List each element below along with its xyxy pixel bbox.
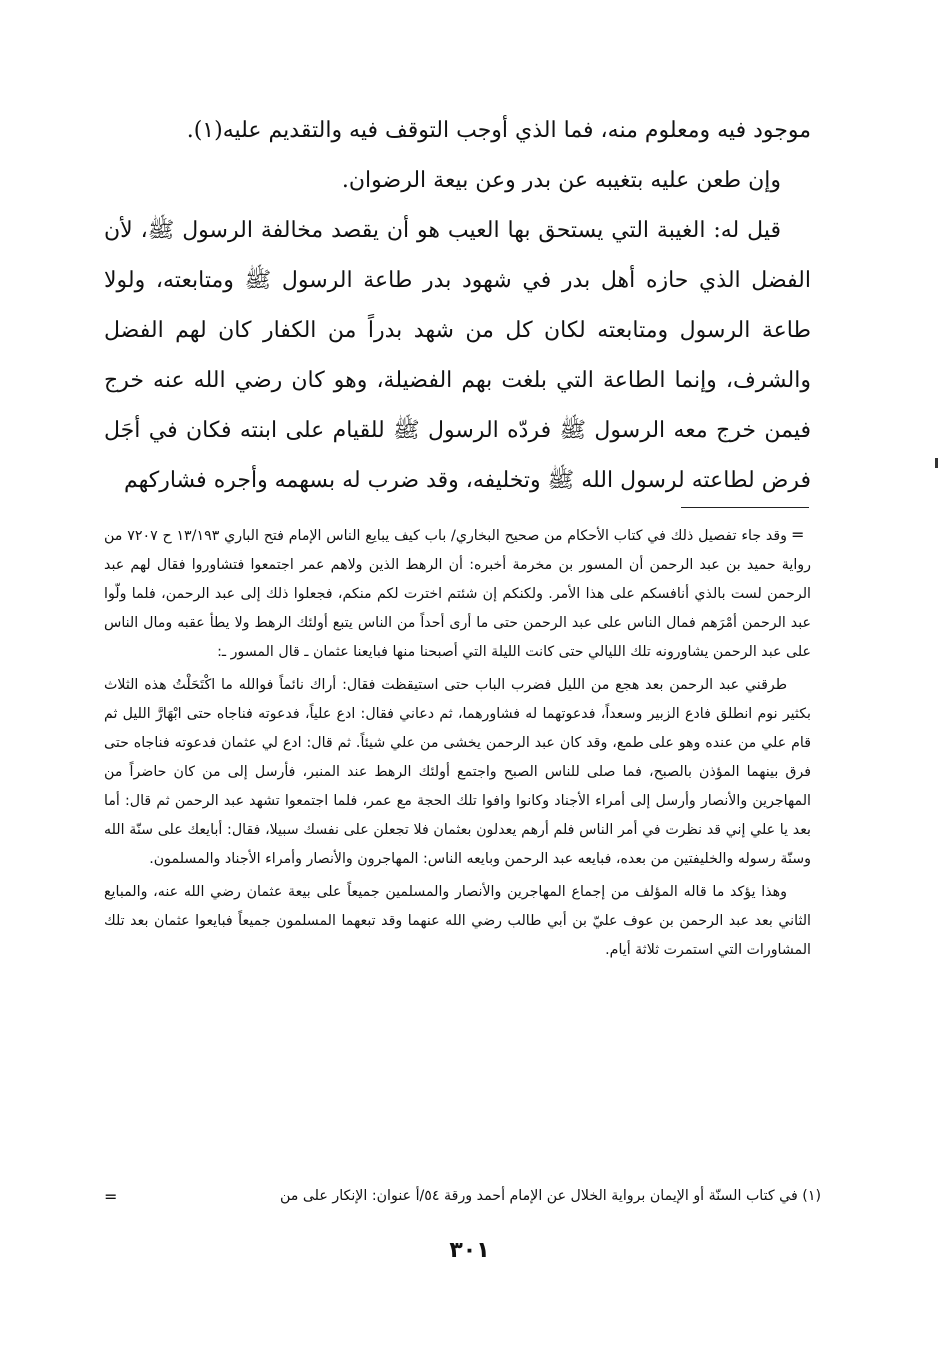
footnote-paragraph-1: وقد جاء تفصيل ذلك في كتاب الأحكام من صحيح البخاري/ باب كيف يبايع الناس الإمام فتح الباري ١٣/١٩٣ ح ٧٢٠٧ من رواية حميد بن عبد الرحمن أن المسور بن مخرمة أخبره: أن الرهط الذين ولاهم عمر اجتمعوا فتشاوروا فقال لهم عبد الرحمن لست بالذي أنافسكم على هذا الأمر. ولكنكم إن شئتم اخترت لكم منكم، فجعلوا ذلك إلى عبد الرحمن، فلما ولّوا عبد الرحمن أمْرَهم فمال الناس على عبد الرحمن حتى ما أرى أحداً من الناس يتبع أولئك الرهط ولا يطأ عقبه ومال الناس على عبد الرحمن يشاورونه تلك الليالي حتى كانت الليلة التي أصبحنا منها فبايعنا عثمان ـ قال المسور ـ: bbox=[104, 528, 811, 660]
scan-speck bbox=[935, 458, 938, 468]
footnote-paragraph-3: وهذا يؤكد ما قاله المؤلف من إجماع المهاجرين والأنصار والمسلمين جميعاً على بيعة عثمان رضي الله عنه، والمبايع الثاني بعد عبد الرحمن بن عوف عليّ بن أبي طالب رضي الله عنهما وقد تبعهما المسلمون جميعاً فبايعوا عثمان بعد تلك المشاورات التي استمرت ثلاثة أيام. bbox=[104, 884, 811, 958]
footnote-continuation bbox=[104, 522, 811, 969]
footnote-continuation-marker: = bbox=[791, 525, 805, 544]
footnote-1: (١) في كتاب السنّة أو الإيمان برواية الخلال عن الإمام أحمد ورقة ٥٤/أ عنوان: الإنكار على من bbox=[279, 1188, 821, 1204]
main-paragraph-2: وإن طعن عليه بتغيبه عن بدر وعن بيعة الرضوان. bbox=[341, 168, 781, 193]
page-number: ٣٠١ bbox=[449, 1238, 490, 1263]
footnote-separator bbox=[681, 507, 809, 508]
main-paragraph-3: قيل له: الغيبة التي يستحق بها العيب هو أن يقصد مخالفة الرسول ﷺ، لأن الفضل الذي حازه أهل بدر في شهود بدر طاعة الرسول ﷺ ومتابعته، ولولا طاعة الرسول ومتابعته لكان كل من شهد بدراً من الكفار كان لهم الفضل والشرف، وإنما الطاعة التي بلغت بهم الفضيلة، وهو كان رضي الله عنه خرج فيمن خرج معه الرسول ﷺ فردّه الرسول ﷺ للقيام على ابنته فكان في أجَل فرض لطاعته لرسول الله ﷺ وتخليفه، وقد ضرب له بسهمه وأجره فشاركهم bbox=[104, 218, 811, 493]
main-paragraph-1: موجود فيه ومعلوم منه، فما الذي أوجب التوقف فيه والتقديم عليه(١). bbox=[186, 118, 811, 143]
main-text bbox=[104, 106, 811, 506]
footnote-paragraph-2: طرقني عبد الرحمن بعد هجع من الليل فضرب الباب حتى استيقظت فقال: أراك نائماً فوالله ما اكْتَحَلْتُ هذه الثلاث بكثير نوم انطلق فادع الزبير وسعداً، فدعوتهما له فشاورهما، ثم دعاني فقال: ادع علياً، فدعوته فناجاه حتى ابْهَارَّ الليل ثم قام علي من عنده وهو على طمع، وقد كان عبد الرحمن يخشى من علي شيئاً. ثم قال: ادع لي عثمان فدعوته فناجاه حتى فرق بينهما المؤذن بالصبح، فما صلى للناس الصبح واجتمع أولئك الرهط عند المنبر، فأرسل إلى من كان حاضراً من المهاجرين والأنصار وأرسل إلى أمراء الأجناد وكانوا وافوا تلك الحجة مع عمر، فلما اجتمعوا تشهد عبد الرحمن ثم قال: أما بعد يا علي إني قد نظرت في أمر الناس فلم أرهم يعدلون بعثمان فلا تجعلن على نفسك سبيلا، فقال: أبايعك على سنّة الله وسنّة رسوله والخليفتين من بعده، فبايعه عبد الرحمن وبايعه الناس: المهاجرون والأنصار وأمراء الأجناد والمسلمون. bbox=[104, 677, 811, 867]
footnote-1-continuation-marker: = bbox=[104, 1187, 118, 1206]
